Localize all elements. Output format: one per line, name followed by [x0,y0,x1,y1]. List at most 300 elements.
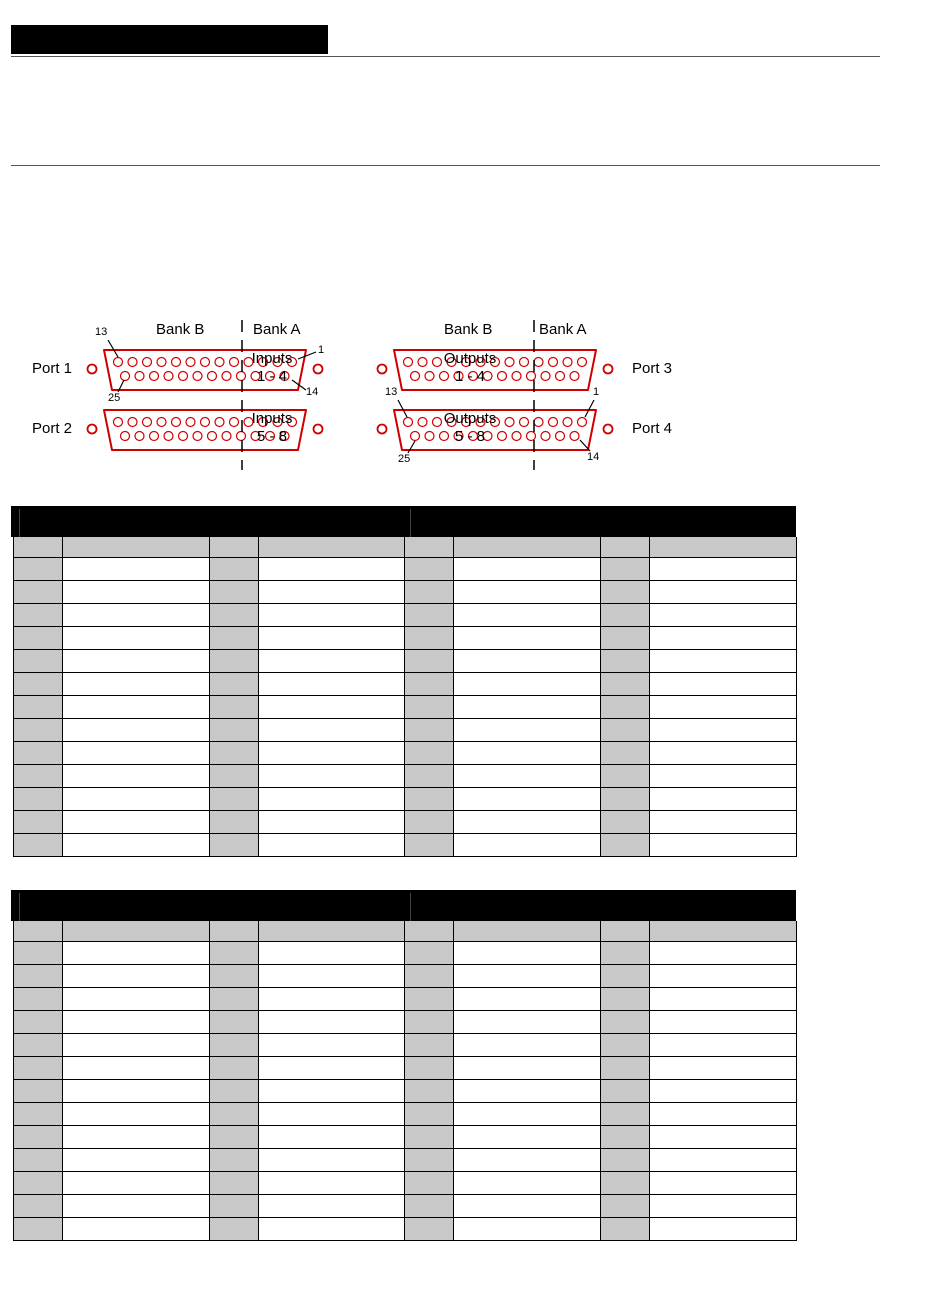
outputs-5-8-connector-pin [578,418,587,427]
signal-cell [258,627,404,650]
inputs-1-4-connector-pin [135,372,144,381]
outputs-1-4-connector-pin [404,358,413,367]
pin-number-cell [600,673,649,696]
table-row [13,834,796,857]
pin-number-cell [13,1218,62,1241]
signal-cell [258,719,404,742]
outputs-5-8-connector-pin [541,432,550,441]
pin-14-label-right: 14 [587,451,600,463]
outputs-1-4-connector-pin [541,372,550,381]
pin-number-cell [13,788,62,811]
outputs-1-4-connector-pin [578,358,587,367]
bank-b-label-right: Bank B [444,321,493,338]
inputs-5-8-connector-pin [215,418,224,427]
signal-cell [453,942,600,965]
table-row [13,696,796,719]
table-row [13,627,796,650]
signal-cell [453,627,600,650]
signal-cell [649,788,796,811]
pin-number-cell [404,1057,453,1080]
outputs-5-8-line1: Outputs [443,410,497,427]
table-section-header [13,506,404,537]
signal-cell [649,811,796,834]
subheader-cell [209,537,258,558]
pin-number-cell [600,834,649,857]
pin-number-cell [13,673,62,696]
signal-cell [62,1218,209,1241]
pin-number-cell [209,627,258,650]
pin-1-leader-right [585,400,594,417]
inputs-1-4-connector-pin [121,372,130,381]
subheader-cell [62,537,209,558]
table-section-header [13,890,404,921]
inputs-5-8-connector-pin [164,432,173,441]
signal-cell [258,811,404,834]
pin-number-cell [209,1034,258,1057]
pin-number-cell [13,1103,62,1126]
port-4-label: Port 4 [632,420,673,437]
signal-cell [649,1034,796,1057]
inputs-5-8-connector-pin [135,432,144,441]
signal-cell [453,604,600,627]
signal-cell [258,696,404,719]
outputs-5-8-connector-mount-hole [604,425,613,434]
pin-number-cell [209,719,258,742]
signal-cell [453,834,600,857]
subheader-cell [649,537,796,558]
signal-cell [453,1103,600,1126]
outputs-5-8-connector-pin [556,432,565,441]
pin-number-cell [404,988,453,1011]
signal-cell [649,834,796,857]
pin-number-cell [209,765,258,788]
signal-cell [62,788,209,811]
table-row [13,1149,796,1172]
table-row [13,965,796,988]
subheader-cell [13,921,62,942]
pin-number-cell [209,604,258,627]
pin-number-cell [209,742,258,765]
pin-13-label: 13 [95,326,108,338]
table-row [13,1195,796,1218]
signal-cell [453,1218,600,1241]
pin-number-cell [600,765,649,788]
header-rule-bottom [11,165,880,166]
inputs-5-8-label [227,410,317,446]
pin-number-cell [13,742,62,765]
pin-number-cell [13,581,62,604]
signal-cell [453,811,600,834]
pin-number-cell [209,965,258,988]
port-3-label: Port 3 [632,360,673,377]
outputs-5-8-connector-pin [411,432,420,441]
pin-number-cell [404,627,453,650]
pin-number-cell [404,765,453,788]
table-row [13,604,796,627]
signal-cell [649,650,796,673]
signal-cell [258,1034,404,1057]
pin-number-cell [209,942,258,965]
signal-cell [62,719,209,742]
pin-number-cell [404,650,453,673]
inputs-5-8-connector-pin [186,418,195,427]
signal-cell [453,1149,600,1172]
table-subheader-row [13,537,796,558]
pin-number-cell [13,834,62,857]
signal-cell [649,1195,796,1218]
pin-1-label: 1 [318,344,325,356]
pin-25-label-right: 25 [398,453,411,465]
outputs-5-8-connector-pin [520,418,529,427]
table-row [13,558,796,581]
signal-cell [62,1011,209,1034]
table-row [13,1011,796,1034]
signal-cell [62,627,209,650]
signal-cell [453,696,600,719]
inputs-1-4-connector-pin [193,372,202,381]
outputs-1-4-connector-pin [570,372,579,381]
subheader-cell [258,537,404,558]
bank-a-label-right: Bank A [539,321,587,338]
pin-13-leader [108,340,118,357]
inputs-1-4-connector-pin [215,358,224,367]
signal-cell [453,988,600,1011]
table-row [13,788,796,811]
outputs-1-4-connector-mount-hole [378,365,387,374]
inputs-5-8-connector-pin [157,418,166,427]
pin-number-cell [13,650,62,673]
pin-number-cell [209,581,258,604]
outputs-1-4-connector-pin [563,358,572,367]
outputs-5-8-label [425,410,515,446]
pin-number-cell [13,1080,62,1103]
pin-number-cell [209,788,258,811]
pin-number-cell [600,1172,649,1195]
inputs-5-8-connector-mount-hole [88,425,97,434]
inputs-5-8-connector-pin [121,432,130,441]
signal-cell [258,673,404,696]
inputs-5-8-connector-pin [172,418,181,427]
pin-number-cell [13,1011,62,1034]
signal-cell [649,719,796,742]
signal-cell [62,965,209,988]
signal-cell [258,1172,404,1195]
pin-number-cell [13,558,62,581]
pin-number-cell [209,1011,258,1034]
signal-cell [453,1172,600,1195]
table-row [13,650,796,673]
pin-number-cell [600,696,649,719]
pin-number-cell [600,1149,649,1172]
pin-number-cell [209,673,258,696]
signal-cell [62,558,209,581]
signal-cell [258,1126,404,1149]
pin-number-cell [209,834,258,857]
inputs-1-4-connector-pin [164,372,173,381]
subheader-cell [600,921,649,942]
signal-cell [62,834,209,857]
outputs-1-4-connector-pin [549,358,558,367]
signal-cell [258,765,404,788]
pin-number-cell [404,604,453,627]
signal-cell [649,742,796,765]
header-rule-top [11,56,880,57]
outputs-1-4-connector-pin [520,358,529,367]
pin-number-cell [13,765,62,788]
table-subheader-row [13,921,796,942]
pin-number-cell [404,788,453,811]
signal-cell [649,696,796,719]
outputs-5-8-connector-pin [549,418,558,427]
pin-number-cell [13,1195,62,1218]
inputs-1-4-connector-pin [201,358,210,367]
pin-number-cell [404,719,453,742]
signal-cell [649,581,796,604]
signal-cell [62,1172,209,1195]
outputs-1-4-line1: Outputs [443,350,497,367]
outputs-1-4-connector-pin [411,372,420,381]
table-row [13,942,796,965]
signal-cell [453,788,600,811]
signal-cell [453,1034,600,1057]
signal-cell [649,1057,796,1080]
inputs-1-4-line2: 1 - 4 [256,368,287,385]
inputs-1-4-connector-mount-hole [88,365,97,374]
table-row [13,1057,796,1080]
inputs-1-4-connector-pin [114,358,123,367]
signal-cell [258,942,404,965]
signal-cell [258,742,404,765]
table-row [13,1218,796,1241]
pin-number-cell [404,1103,453,1126]
signal-cell [62,742,209,765]
signal-cell [62,581,209,604]
signal-cell [649,965,796,988]
inputs-5-8-line1: Inputs [251,410,293,427]
inputs-5-8-connector-pin [150,432,159,441]
subheader-cell [453,537,600,558]
pin-number-cell [404,558,453,581]
outputs-5-8-connector-pin [404,418,413,427]
inputs-5-8-connector-pin [193,432,202,441]
signal-cell [258,1195,404,1218]
signal-cell [258,558,404,581]
signal-cell [258,1218,404,1241]
pin-number-cell [13,719,62,742]
inputs-5-8-line2: 5 - 8 [256,428,287,445]
pin-number-cell [600,1011,649,1034]
pin-number-cell [404,673,453,696]
subheader-cell [404,921,453,942]
signal-cell [649,1011,796,1034]
pin-number-cell [13,942,62,965]
signal-cell [62,1080,209,1103]
signal-cell [62,1057,209,1080]
outputs-5-8-connector-pin [563,418,572,427]
signal-cell [649,558,796,581]
signal-cell [258,581,404,604]
pin-number-cell [600,1057,649,1080]
pin-number-cell [404,1126,453,1149]
table-row [13,1080,796,1103]
pin-number-cell [13,811,62,834]
pin-number-cell [600,1034,649,1057]
inputs-5-8-connector-pin [179,432,188,441]
pin-number-cell [13,1057,62,1080]
signal-cell [62,604,209,627]
inputs-5-8-connector-pin [208,432,217,441]
pin-number-cell [13,1126,62,1149]
signal-cell [453,965,600,988]
inputs-1-4-connector-pin [157,358,166,367]
pin-number-cell [404,1218,453,1241]
outputs-5-8-connector-pin [534,418,543,427]
signal-cell [649,942,796,965]
pin-number-cell [13,1172,62,1195]
pin-number-cell [13,1034,62,1057]
port-2-label: Port 2 [32,420,73,437]
table-section-header [404,890,796,921]
signal-cell [258,1057,404,1080]
table-header-row [13,506,796,537]
pin-13-label-right: 13 [385,386,398,398]
pin-number-cell [404,1034,453,1057]
table-header-row [13,890,796,921]
pin-number-cell [13,988,62,1011]
outputs-1-4-connector-pin [527,372,536,381]
bank-b-label: Bank B [156,321,205,338]
signal-cell [649,1103,796,1126]
signal-cell [62,1103,209,1126]
table-row [13,673,796,696]
pin-number-cell [13,604,62,627]
pin-number-cell [13,965,62,988]
pin-table-1 [11,506,797,857]
pin-number-cell [600,558,649,581]
signal-cell [453,742,600,765]
title-bar [11,25,328,54]
pin-number-cell [209,1149,258,1172]
pin-number-cell [404,965,453,988]
pin-number-cell [404,742,453,765]
pin-number-cell [600,627,649,650]
pin-number-cell [600,788,649,811]
pin-number-cell [600,650,649,673]
pin-number-cell [600,604,649,627]
pin-14-label: 14 [306,386,319,398]
pin-number-cell [209,1195,258,1218]
signal-cell [258,1149,404,1172]
signal-cell [62,1034,209,1057]
inputs-5-8-connector-pin [201,418,210,427]
subheader-cell [453,921,600,942]
pin-number-cell [600,1080,649,1103]
table-row [13,988,796,1011]
signal-cell [453,1080,600,1103]
table-section-header [404,506,796,537]
inputs-1-4-connector-pin [208,372,217,381]
pin-number-cell [404,1195,453,1218]
outputs-5-8-connector-pin [527,432,536,441]
outputs-1-4-label [425,350,515,386]
table-row [13,1034,796,1057]
signal-cell [453,558,600,581]
signal-cell [453,1057,600,1080]
pin-table-2 [11,890,797,1241]
signal-cell [62,942,209,965]
pin-number-cell [209,650,258,673]
signal-cell [649,1218,796,1241]
outputs-1-4-connector-pin [556,372,565,381]
pin-number-cell [209,696,258,719]
signal-cell [62,1149,209,1172]
inputs-1-4-line1: Inputs [251,350,293,367]
pin-number-cell [209,1103,258,1126]
port-1-label: Port 1 [32,360,73,377]
signal-cell [453,1126,600,1149]
pin-number-cell [600,811,649,834]
subheader-cell [600,537,649,558]
signal-cell [453,1195,600,1218]
signal-cell [453,581,600,604]
signal-cell [258,788,404,811]
pin-number-cell [600,965,649,988]
signal-cell [649,1080,796,1103]
subheader-cell [649,921,796,942]
signal-cell [453,719,600,742]
inputs-1-4-connector-pin [186,358,195,367]
signal-cell [62,696,209,719]
signal-cell [649,627,796,650]
signal-cell [62,765,209,788]
signal-cell [258,965,404,988]
subheader-cell [209,921,258,942]
signal-cell [62,811,209,834]
signal-cell [649,765,796,788]
signal-cell [453,650,600,673]
signal-cell [258,834,404,857]
pin-25-leader-right [408,441,415,453]
signal-cell [258,650,404,673]
pin-25-label: 25 [108,392,121,404]
pin-number-cell [600,1126,649,1149]
pin-number-cell [404,834,453,857]
signal-cell [453,765,600,788]
signal-cell [258,1080,404,1103]
inputs-5-8-connector-pin [128,418,137,427]
pin-number-cell [209,1218,258,1241]
subheader-cell [13,537,62,558]
bank-a-label: Bank A [253,321,301,338]
table-row [13,742,796,765]
pin-number-cell [404,1149,453,1172]
inputs-1-4-connector-pin [128,358,137,367]
outputs-1-4-connector-mount-hole [604,365,613,374]
pin-number-cell [600,742,649,765]
pin-number-cell [600,988,649,1011]
pin-number-cell [404,696,453,719]
signal-cell [258,988,404,1011]
signal-cell [453,673,600,696]
table-row [13,1172,796,1195]
pin-number-cell [209,1172,258,1195]
inputs-1-4-label [227,350,317,386]
signal-cell [258,1011,404,1034]
subheader-cell [258,921,404,942]
pin-number-cell [209,811,258,834]
pin-number-cell [600,942,649,965]
table-row [13,719,796,742]
